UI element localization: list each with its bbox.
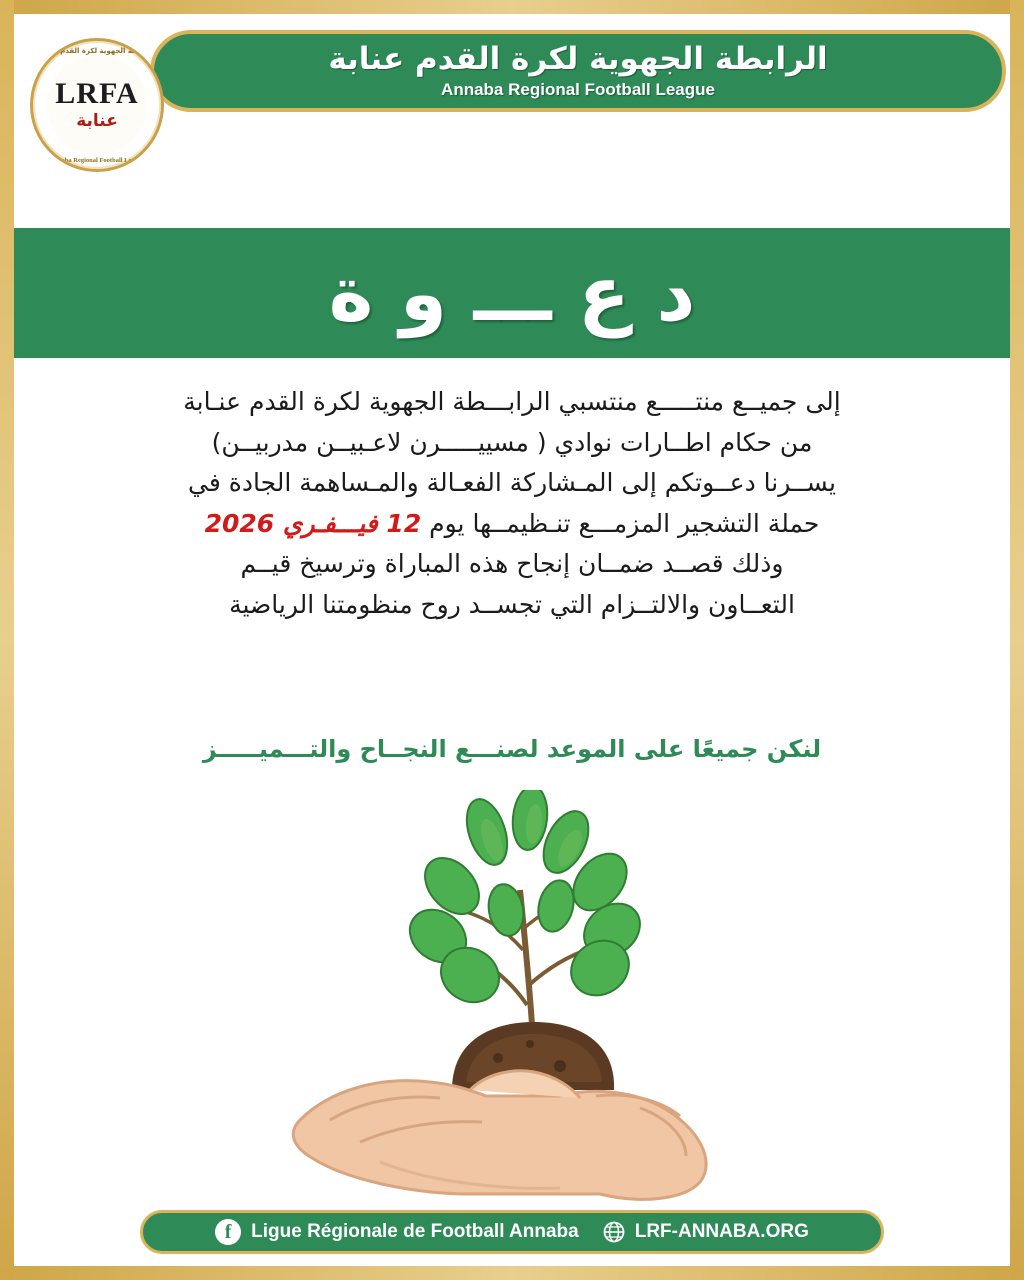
hands-holding-plant-icon: [0, 790, 1024, 1210]
logo-arc-bottom-text: Annaba Regional Football League: [49, 157, 145, 164]
header-banner: [150, 30, 1006, 112]
website-url[interactable]: LRF-ANNABA.ORG: [634, 1221, 809, 1242]
body-line-2: من حكام اطــارات نوادي ( مسييـــــرن لاعـبيــن مدربيــن): [211, 427, 813, 457]
facebook-icon[interactable]: f: [215, 1219, 241, 1245]
logo-arc-top-text: الرابطة الجهوية لكرة القدم عنابة: [40, 47, 154, 55]
header-title-french: Annaba Regional Football League: [441, 80, 715, 100]
logo-city-arabic: عنابة: [76, 111, 118, 131]
header-title-arabic: الرابطة الجهوية لكرة القدم عنابة: [328, 40, 828, 77]
page-border-bottom: [0, 1266, 1024, 1280]
seedling-illustration: [0, 790, 1024, 1210]
league-logo: [22, 28, 154, 188]
body-line-5: وذلك قصــد ضمــان إنجاح هذه المباراة وترسيخ قيــم: [240, 549, 784, 578]
page-title: د ع ـــ و ة: [328, 248, 696, 338]
page-border-top: [0, 0, 1024, 14]
globe-icon: [603, 1221, 625, 1243]
footer-bar: [140, 1210, 884, 1254]
body-line-1: إلى جميــع منتـــــع منتسبي الرابـــطة الجهوية لكرة القدم عنـابة: [183, 387, 841, 416]
body-text-block: [48, 382, 976, 625]
body-line-4-prefix: حملة التشجير المزمـــع تنـظيمــها يوم: [421, 508, 820, 538]
logo-monogram: LRFA: [55, 77, 139, 110]
event-date: 12 فيـــفـري 2026: [204, 508, 422, 538]
logo-inner: [47, 55, 147, 155]
body-line-4: [48, 504, 976, 545]
facebook-page-label[interactable]: Ligue Régionale de Football Annaba: [251, 1221, 579, 1242]
invitation-title-banner: [14, 228, 1010, 358]
body-line-6: التعــاون والالتــزام التي تجســد روح منظومتنا الرياضية: [229, 589, 795, 619]
closing-slogan: لنكن جميعًا على الموعد لصنـــع النجــاح والتـــميـــــز: [202, 735, 822, 763]
body-line-3: يســرنا دعــوتكم إلى المـشاركة الفعـالة والمـساهمة الجادة في: [188, 468, 836, 497]
logo-ring: [30, 38, 164, 172]
